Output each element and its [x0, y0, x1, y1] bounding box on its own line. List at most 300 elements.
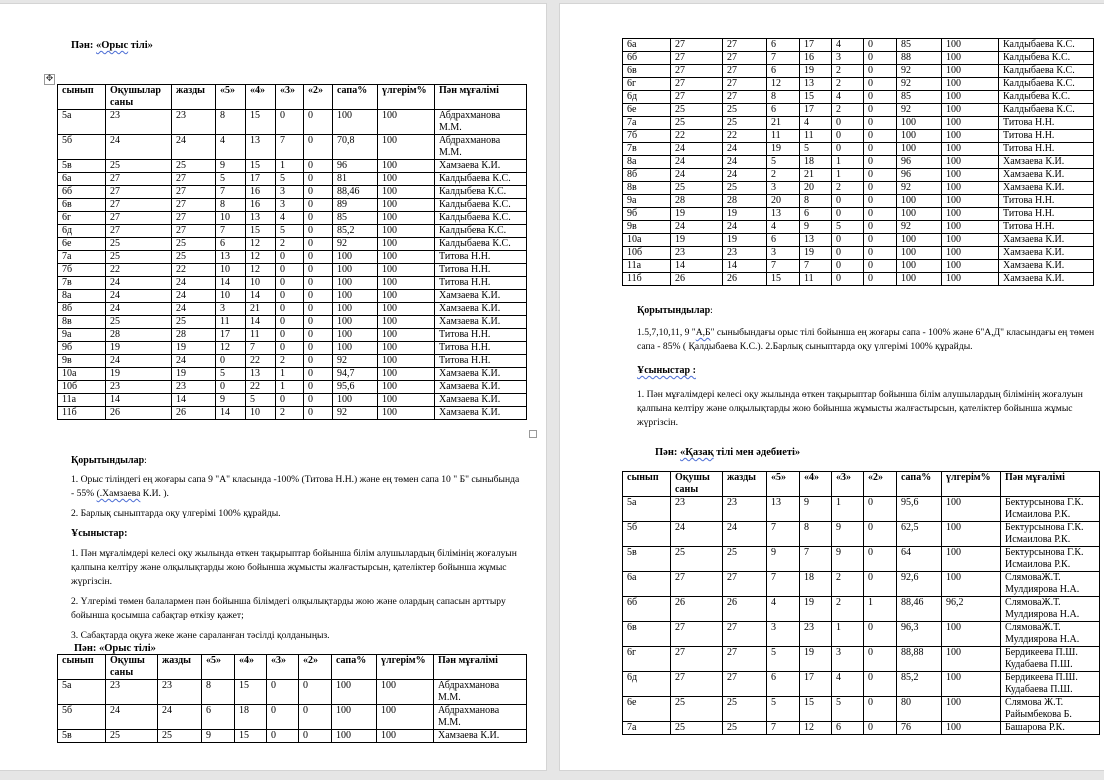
value-cell: 92: [897, 65, 942, 78]
value-cell: 27: [106, 199, 172, 212]
value-cell: 100: [942, 672, 1001, 697]
value-cell: 19: [800, 647, 832, 672]
value-cell: 2: [832, 597, 864, 622]
class-cell: 10б: [623, 247, 671, 260]
class-cell: 5б: [623, 522, 671, 547]
value-cell: 16: [800, 52, 832, 65]
value-cell: 1: [832, 156, 864, 169]
value-cell: 96: [897, 169, 942, 182]
class-cell: 6е: [623, 697, 671, 722]
teacher-cell: Хамзаева К.И.: [999, 182, 1094, 195]
value-cell: 27: [106, 212, 172, 225]
value-cell: 0: [304, 355, 333, 368]
value-cell: 19: [106, 342, 172, 355]
value-cell: 7: [246, 342, 276, 355]
value-cell: 5: [800, 143, 832, 156]
column-header: «4»: [246, 85, 276, 110]
table-move-icon[interactable]: ✥: [45, 74, 54, 84]
conclusion-text: [637, 326, 1099, 354]
value-cell: 85,2: [333, 225, 378, 238]
value-cell: 27: [723, 39, 767, 52]
table-row: [58, 355, 527, 368]
value-cell: 100: [378, 290, 435, 303]
class-cell: 5б: [58, 705, 106, 730]
value-cell: 23: [800, 622, 832, 647]
teacher-cell: Титова Н.Н.: [435, 277, 527, 290]
class-cell: 7в: [623, 143, 671, 156]
value-cell: 18: [800, 156, 832, 169]
teacher-cell: Бектурсынова Г.К. Исмаилова Р.К.: [1001, 497, 1100, 522]
value-cell: 0: [304, 316, 333, 329]
teacher-cell: Калдыбаева К.С.: [999, 104, 1094, 117]
value-cell: 0: [304, 290, 333, 303]
teacher-cell: Хамзаева К.И.: [435, 394, 527, 407]
table-row: [58, 368, 527, 381]
value-cell: 0: [304, 368, 333, 381]
value-cell: 6: [767, 234, 800, 247]
table-row: [623, 104, 1094, 117]
value-cell: 26: [723, 597, 767, 622]
value-cell: 100: [942, 91, 999, 104]
value-cell: 14: [106, 394, 172, 407]
class-cell: 6г: [623, 647, 671, 672]
value-cell: 0: [276, 290, 304, 303]
value-cell: 0: [276, 394, 304, 407]
value-cell: 0: [864, 497, 897, 522]
value-cell: 100: [333, 110, 378, 135]
value-cell: 0: [832, 117, 864, 130]
class-cell: 8в: [623, 182, 671, 195]
table-row: [623, 522, 1100, 547]
value-cell: 4: [832, 672, 864, 697]
value-cell: 100: [942, 273, 999, 286]
value-cell: 19: [800, 597, 832, 622]
value-cell: 100: [332, 705, 377, 730]
value-cell: 92: [333, 407, 378, 420]
spellcheck-word[interactable]: (.Хамзаева: [96, 488, 141, 499]
table-row: [58, 730, 527, 743]
value-cell: 7: [216, 186, 246, 199]
value-cell: 100: [333, 342, 378, 355]
value-cell: 9: [202, 730, 235, 743]
value-cell: 24: [723, 221, 767, 234]
grades-table-russian-continued: [622, 38, 1094, 286]
value-cell: 20: [767, 195, 800, 208]
value-cell: 24: [158, 705, 202, 730]
table-row: [623, 260, 1094, 273]
class-cell: 9в: [58, 355, 106, 368]
value-cell: 100: [942, 195, 999, 208]
column-header: үлгерім%: [378, 85, 435, 110]
table-row: [58, 238, 527, 251]
value-cell: 27: [671, 622, 723, 647]
value-cell: 27: [723, 622, 767, 647]
class-cell: 6д: [623, 91, 671, 104]
value-cell: 3: [767, 247, 800, 260]
table-row: [58, 251, 527, 264]
table-row: [58, 394, 527, 407]
value-cell: 21: [767, 117, 800, 130]
class-cell: 11б: [58, 407, 106, 420]
value-cell: 100: [942, 65, 999, 78]
value-cell: 25: [671, 547, 723, 572]
spellcheck-word[interactable]: А,Б: [695, 327, 711, 338]
value-cell: 70,8: [333, 135, 378, 160]
value-cell: 24: [671, 169, 723, 182]
table-row: [623, 247, 1094, 260]
value-cell: 13: [216, 251, 246, 264]
value-cell: 27: [172, 186, 216, 199]
value-cell: 12: [246, 238, 276, 251]
value-cell: 2: [832, 182, 864, 195]
value-cell: 17: [216, 329, 246, 342]
value-cell: 100: [332, 730, 377, 743]
table-row: [58, 407, 527, 420]
value-cell: 92: [333, 355, 378, 368]
table-row: [623, 273, 1094, 286]
value-cell: 100: [897, 247, 942, 260]
column-header: Пән мұғалімі: [1001, 472, 1100, 497]
value-cell: 7: [800, 547, 832, 572]
value-cell: 15: [246, 110, 276, 135]
value-cell: 27: [106, 173, 172, 186]
value-cell: 92,6: [897, 572, 942, 597]
value-cell: 19: [723, 208, 767, 221]
column-header: Пән мұғалімі: [435, 85, 527, 110]
value-cell: 0: [864, 39, 897, 52]
value-cell: 5: [767, 697, 800, 722]
value-cell: 6: [767, 65, 800, 78]
value-cell: 6: [800, 208, 832, 221]
value-cell: 1: [832, 169, 864, 182]
value-cell: 92: [333, 238, 378, 251]
value-cell: 0: [864, 260, 897, 273]
table-resize-handle[interactable]: [529, 430, 537, 438]
table-header-row: [58, 655, 527, 680]
value-cell: 27: [106, 186, 172, 199]
value-cell: 15: [246, 160, 276, 173]
value-cell: 8: [800, 522, 832, 547]
class-cell: 6б: [58, 186, 106, 199]
value-cell: 7: [767, 572, 800, 597]
value-cell: 100: [897, 208, 942, 221]
column-header: «3»: [832, 472, 864, 497]
table-row: [58, 290, 527, 303]
value-cell: 25: [671, 722, 723, 735]
value-cell: 0: [276, 251, 304, 264]
value-cell: 2: [832, 104, 864, 117]
value-cell: 100: [378, 303, 435, 316]
value-cell: 17: [246, 173, 276, 186]
value-cell: 100: [378, 251, 435, 264]
value-cell: 3: [832, 647, 864, 672]
teacher-cell: Хамзаева К.И.: [435, 290, 527, 303]
value-cell: 0: [864, 234, 897, 247]
value-cell: 10: [246, 407, 276, 420]
value-cell: 2: [832, 65, 864, 78]
class-cell: 9в: [623, 221, 671, 234]
teacher-cell: Титова Н.Н.: [999, 130, 1094, 143]
value-cell: 1: [276, 381, 304, 394]
table-row: [623, 221, 1094, 234]
value-cell: 96: [333, 160, 378, 173]
value-cell: 25: [671, 697, 723, 722]
value-cell: 0: [864, 273, 897, 286]
value-cell: 100: [942, 39, 999, 52]
value-cell: 81: [333, 173, 378, 186]
table-row: [623, 156, 1094, 169]
column-header: сынып: [58, 85, 106, 110]
value-cell: 27: [172, 173, 216, 186]
teacher-cell: Титова Н.Н.: [435, 342, 527, 355]
value-cell: 15: [800, 697, 832, 722]
value-cell: 27: [671, 65, 723, 78]
column-header: жазды: [172, 85, 216, 110]
value-cell: 100: [333, 277, 378, 290]
value-cell: 24: [723, 522, 767, 547]
value-cell: 18: [800, 572, 832, 597]
value-cell: 26: [106, 407, 172, 420]
subject-title-russian: [71, 40, 153, 51]
value-cell: 92: [897, 78, 942, 91]
teacher-cell: Калдыбева К.С.: [435, 225, 527, 238]
value-cell: 0: [276, 342, 304, 355]
class-cell: 6б: [623, 597, 671, 622]
column-header: сынып: [623, 472, 671, 497]
value-cell: 24: [172, 290, 216, 303]
value-cell: 0: [864, 130, 897, 143]
table-row: [58, 680, 527, 705]
table-row: [58, 316, 527, 329]
teacher-cell: Титова Н.Н.: [999, 195, 1094, 208]
spellcheck-word[interactable]: «Орыс: [96, 40, 129, 51]
value-cell: 24: [172, 277, 216, 290]
teacher-cell: Абдрахманова М.М.: [434, 705, 527, 730]
teacher-cell: Калдыбаева К.С.: [999, 78, 1094, 91]
value-cell: 100: [333, 290, 378, 303]
class-cell: 5в: [58, 160, 106, 173]
value-cell: 9: [832, 547, 864, 572]
value-cell: 100: [942, 117, 999, 130]
value-cell: 3: [276, 199, 304, 212]
value-cell: 15: [235, 680, 267, 705]
table-row: [623, 143, 1094, 156]
value-cell: 15: [767, 273, 800, 286]
teacher-cell: Хамзаева К.И.: [999, 156, 1094, 169]
teacher-cell: Бектурсынова Г.К. Исмаилова Р.К.: [1001, 547, 1100, 572]
value-cell: 13: [767, 497, 800, 522]
value-cell: 13: [767, 208, 800, 221]
class-cell: 8в: [58, 316, 106, 329]
value-cell: 0: [216, 381, 246, 394]
recommendation-item-2: 2. Үлгерімі төмен балалармен пән бойынша білімдегі олқылықтарды жою және олардың сапасын арттыру бойынша қосымша сабақтар өткізу қажет;: [71, 596, 506, 621]
value-cell: 21: [800, 169, 832, 182]
recommendations-heading[interactable]: Ұсыныстар :: [637, 365, 696, 376]
class-cell: 6в: [623, 65, 671, 78]
teacher-cell: Калдыбаева К.С.: [999, 39, 1094, 52]
teacher-cell: Калдыбаева К.С.: [999, 65, 1094, 78]
value-cell: 7: [767, 722, 800, 735]
value-cell: 100: [378, 316, 435, 329]
teacher-cell: Титова Н.Н.: [435, 329, 527, 342]
column-header: сынып: [58, 655, 106, 680]
teacher-cell: Титова Н.Н.: [999, 221, 1094, 234]
value-cell: 12: [800, 722, 832, 735]
title-rest: тілі»: [128, 40, 153, 51]
value-cell: 14: [246, 316, 276, 329]
teacher-cell: Бектурсынова Г.К. Исмаилова Р.К.: [1001, 522, 1100, 547]
column-header: сапа%: [333, 85, 378, 110]
value-cell: 100: [378, 238, 435, 251]
class-cell: 6а: [58, 173, 106, 186]
conclusions-section: [71, 454, 521, 643]
conclusion-text-part: 1.5,7,10,11, 9 ": [637, 327, 696, 338]
value-cell: 85: [333, 212, 378, 225]
value-cell: 9: [216, 160, 246, 173]
value-cell: 17: [800, 104, 832, 117]
value-cell: 7: [767, 260, 800, 273]
teacher-cell: Хамзаева К.И.: [999, 273, 1094, 286]
value-cell: 100: [942, 622, 1001, 647]
table-row: [623, 195, 1094, 208]
value-cell: 0: [304, 394, 333, 407]
value-cell: 0: [276, 316, 304, 329]
teacher-cell: Абдрахманова М.М.: [435, 135, 527, 160]
value-cell: 8: [767, 91, 800, 104]
value-cell: 5: [276, 173, 304, 186]
value-cell: 24: [172, 355, 216, 368]
teacher-cell: Абдрахманова М.М.: [435, 110, 527, 135]
value-cell: 25: [671, 117, 723, 130]
class-cell: 9а: [58, 329, 106, 342]
value-cell: 0: [864, 672, 897, 697]
value-cell: 100: [378, 212, 435, 225]
value-cell: 10: [216, 290, 246, 303]
value-cell: 100: [942, 221, 999, 234]
value-cell: 22: [246, 381, 276, 394]
heading-colon: :: [144, 455, 147, 466]
value-cell: 100: [378, 110, 435, 135]
teacher-cell: Бердикеева П.Ш. Кудабаева П.Ш.: [1001, 647, 1100, 672]
value-cell: 96: [897, 156, 942, 169]
value-cell: 10: [246, 277, 276, 290]
value-cell: 8: [202, 680, 235, 705]
value-cell: 92: [897, 182, 942, 195]
value-cell: 100: [942, 156, 999, 169]
value-cell: 0: [864, 117, 897, 130]
value-cell: 100: [378, 199, 435, 212]
value-cell: 1: [864, 597, 897, 622]
value-cell: 0: [267, 730, 299, 743]
value-cell: 100: [897, 117, 942, 130]
value-cell: 24: [723, 169, 767, 182]
teacher-cell: СлямоваЖ.Т. Мулдиярова Н.А.: [1001, 597, 1100, 622]
value-cell: 25: [671, 104, 723, 117]
value-cell: 22: [671, 130, 723, 143]
column-header: үлгерім%: [942, 472, 1001, 497]
value-cell: 2: [276, 355, 304, 368]
value-cell: 3: [767, 182, 800, 195]
grades-table-russian: [57, 84, 527, 420]
class-cell: 8а: [623, 156, 671, 169]
spellcheck-word[interactable]: «Қазақ: [680, 447, 714, 458]
value-cell: 100: [333, 329, 378, 342]
value-cell: 96,3: [897, 622, 942, 647]
teacher-cell: Титова Н.Н.: [999, 208, 1094, 221]
value-cell: 5: [832, 221, 864, 234]
teacher-cell: Хамзаева К.И.: [999, 169, 1094, 182]
value-cell: 25: [723, 547, 767, 572]
value-cell: 92: [897, 104, 942, 117]
value-cell: 14: [723, 260, 767, 273]
value-cell: 100: [378, 329, 435, 342]
value-cell: 0: [864, 52, 897, 65]
teacher-cell: Титова Н.Н.: [999, 117, 1094, 130]
value-cell: 0: [832, 247, 864, 260]
value-cell: 0: [864, 697, 897, 722]
value-cell: 23: [723, 247, 767, 260]
value-cell: 7: [767, 522, 800, 547]
value-cell: 27: [671, 672, 723, 697]
value-cell: 94,7: [333, 368, 378, 381]
class-cell: 10б: [58, 381, 106, 394]
value-cell: 10: [216, 264, 246, 277]
table-row: [58, 342, 527, 355]
value-cell: 9: [832, 522, 864, 547]
column-header: «3»: [267, 655, 299, 680]
value-cell: 92: [897, 221, 942, 234]
value-cell: 0: [832, 195, 864, 208]
value-cell: 19: [172, 342, 216, 355]
value-cell: 0: [864, 195, 897, 208]
value-cell: 27: [671, 91, 723, 104]
class-cell: 5в: [623, 547, 671, 572]
class-cell: 10а: [58, 368, 106, 381]
value-cell: 0: [304, 135, 333, 160]
heading-colon: :: [710, 305, 713, 316]
value-cell: 14: [246, 290, 276, 303]
value-cell: 100: [377, 705, 434, 730]
value-cell: 0: [864, 65, 897, 78]
value-cell: 89: [333, 199, 378, 212]
table-header-row: [623, 472, 1100, 497]
value-cell: 100: [942, 247, 999, 260]
value-cell: 0: [276, 303, 304, 316]
value-cell: 0: [304, 381, 333, 394]
value-cell: 24: [671, 221, 723, 234]
value-cell: 0: [864, 182, 897, 195]
class-cell: 7б: [623, 130, 671, 143]
value-cell: 26: [723, 273, 767, 286]
conclusion-text-part: " сыныбындағы орыс тілі бойынша ең жоғары сапа - 100% және 6"А,Д" класындағы ең төмен сапа - 85% ( Қалдыбаева К.С.). 2.Барлық сыныптарда оқу үлгерімі 100% құрайды.: [637, 327, 1095, 352]
value-cell: 0: [864, 722, 897, 735]
recommendation-item-1: 1. Пән мұғалімдері келесі оқу жылында өткен тақырыптар бойынша білім алушылардың білімінің жоғалуын қалпына келтіру және олқылықтарды жою бойынша жұмысты жалғастырсын, қателіктер бойынша жұмыс жүргізсін.: [637, 389, 1083, 428]
column-header: жазды: [158, 655, 202, 680]
value-cell: 100: [378, 407, 435, 420]
value-cell: 0: [832, 260, 864, 273]
teacher-cell: Хамзаева К.И.: [999, 260, 1094, 273]
value-cell: 25: [172, 238, 216, 251]
value-cell: 27: [723, 65, 767, 78]
value-cell: 100: [378, 173, 435, 186]
value-cell: 13: [246, 368, 276, 381]
value-cell: 24: [106, 135, 172, 160]
value-cell: 8: [216, 199, 246, 212]
value-cell: 0: [267, 680, 299, 705]
value-cell: 4: [767, 221, 800, 234]
class-cell: 7в: [58, 277, 106, 290]
value-cell: 25: [723, 722, 767, 735]
